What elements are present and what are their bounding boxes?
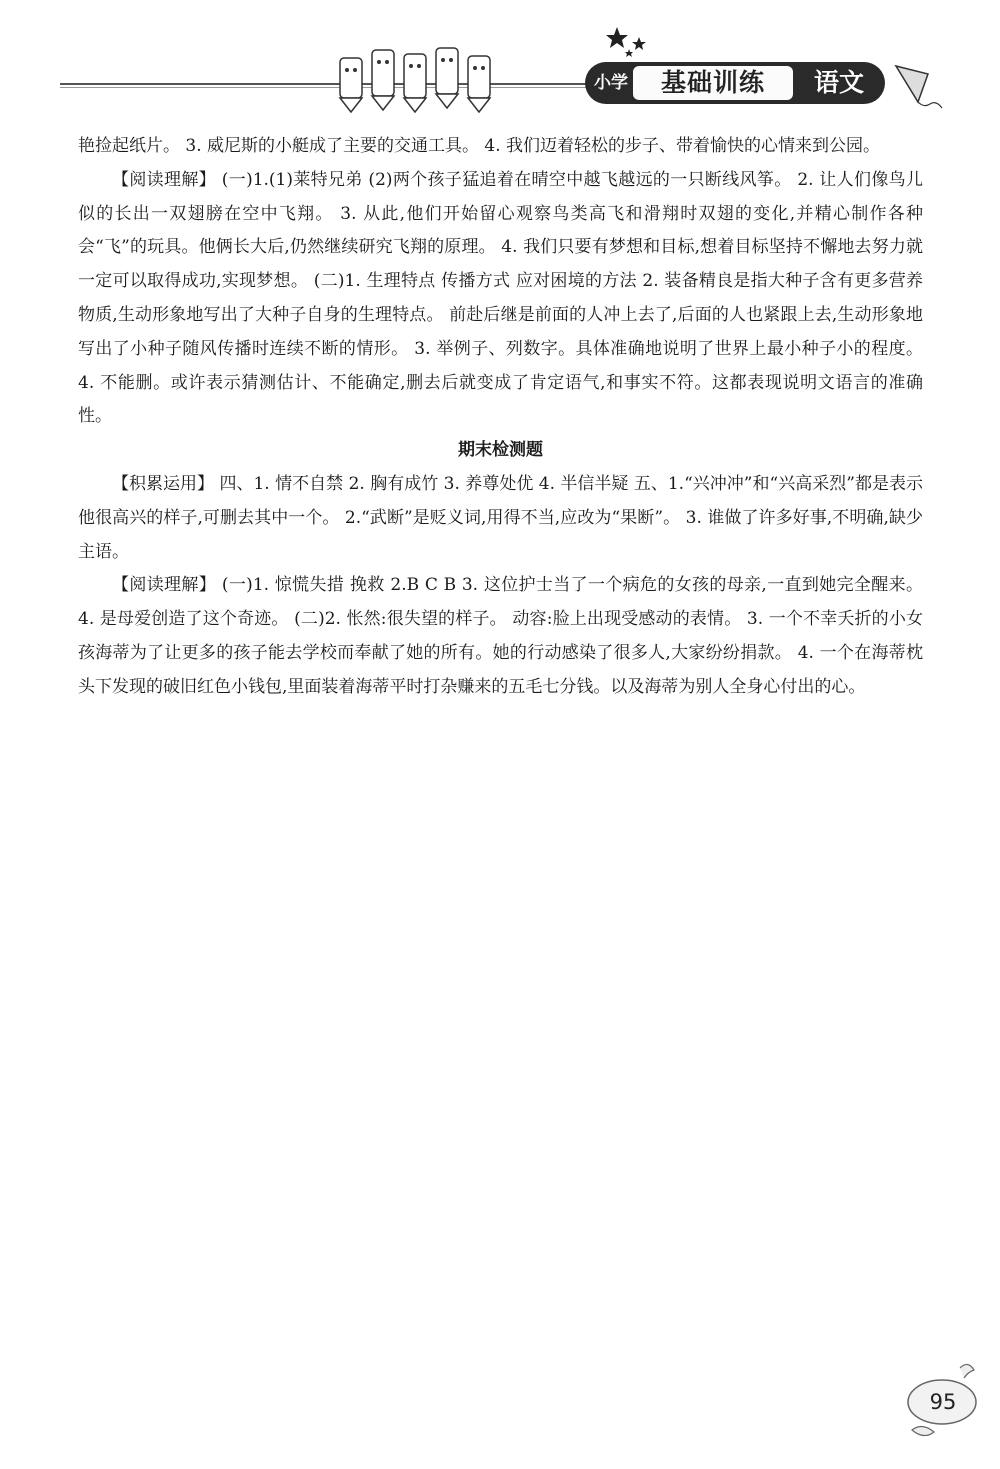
paragraph-continuation: 艳捡起纸片。 3. 威尼斯的小艇成了主要的交通工具。 4. 我们迈着轻松的步子、带着愉快的心情来到公园。 bbox=[78, 136, 881, 156]
kite-icon bbox=[888, 62, 948, 117]
accumulation-answers: 【积累运用】 四、1. 情不自禁 2. 胸有成竹 3. 养尊处优 4. 半信半疑 五、1.“兴冲冲”和“兴高采烈”都是表示他很高兴的样子,可删去其中一个。 2.“武断”是贬义词,用得不当,应改为“果断”。 3. 谁做了许多好事,不明确,缺少主语。 bbox=[78, 473, 923, 562]
series-title: 基础训练 bbox=[660, 68, 765, 97]
reading-comprehension-answers: 【阅读理解】 (一)1.(1)莱特兄弟 (2)两个孩子猛追着在晴空中越飞越远的一只断线风筝。 2. 让人们像鸟儿似的长出一双翅膀在空中飞翔。 3. 从此,他们开始留心观察鸟类高飞和滑翔时双翅的变化,并精心制作各种会“飞”的玩具。他俩长大后,仍然继续研究飞翔的原理。 4. 我们只要有梦想和目标,想着目标坚持不懈地去努力就一定可以取得成功,实现梦想。 (二)1. 生理特点 传播方式 应对困境的方法 2. 装备精良是指大种子含有更多营养物质,生动形象地写出了大种子自身的生理特点。 前赴后继是前面的人冲上去了,后面的人也紧跟上去,生动形象地写出了小种子随风传播时连续不断的情形。 3. 举例子、列数字。具体准确地说明了世界上最小种子小的程度。 4. 不能删。或许表示猜测估计、不能确定,删去后就变成了肯定语气,和事实不符。这都表现说明文语言的准确性。 bbox=[78, 169, 923, 427]
series-banner bbox=[585, 58, 890, 108]
subject-label: 语文 bbox=[813, 68, 864, 97]
section-title: 期末检测题 bbox=[458, 440, 543, 461]
page-number: 95 bbox=[929, 1390, 957, 1414]
page-header bbox=[0, 0, 1000, 130]
final-reading-answers: 【阅读理解】 (一)1. 惊慌失措 挽救 2.B C B 3. 这位护士当了一个病危的女孩的母亲,一直到她完全醒来。 4. 是母爱创造了这个奇迹。 (二)2. 怅然:很失望的样子。 动容:脸上出现受感动的表情。 3. 一个不幸夭折的小女孩海蒂为了让更多的孩子能去学校而奉献了她的所有。她的行动感染了很多人,大家纷纷捐款。 4. 一个在海蒂枕头下发现的破旧红色小钱包,里面装着海蒂平时打杂赚来的五毛七分钱。以及海蒂为别人全身心付出的心。 bbox=[78, 575, 923, 697]
level-label: 小学 bbox=[594, 73, 628, 93]
pencil-characters-illustration bbox=[330, 40, 500, 115]
answer-content bbox=[78, 130, 923, 705]
